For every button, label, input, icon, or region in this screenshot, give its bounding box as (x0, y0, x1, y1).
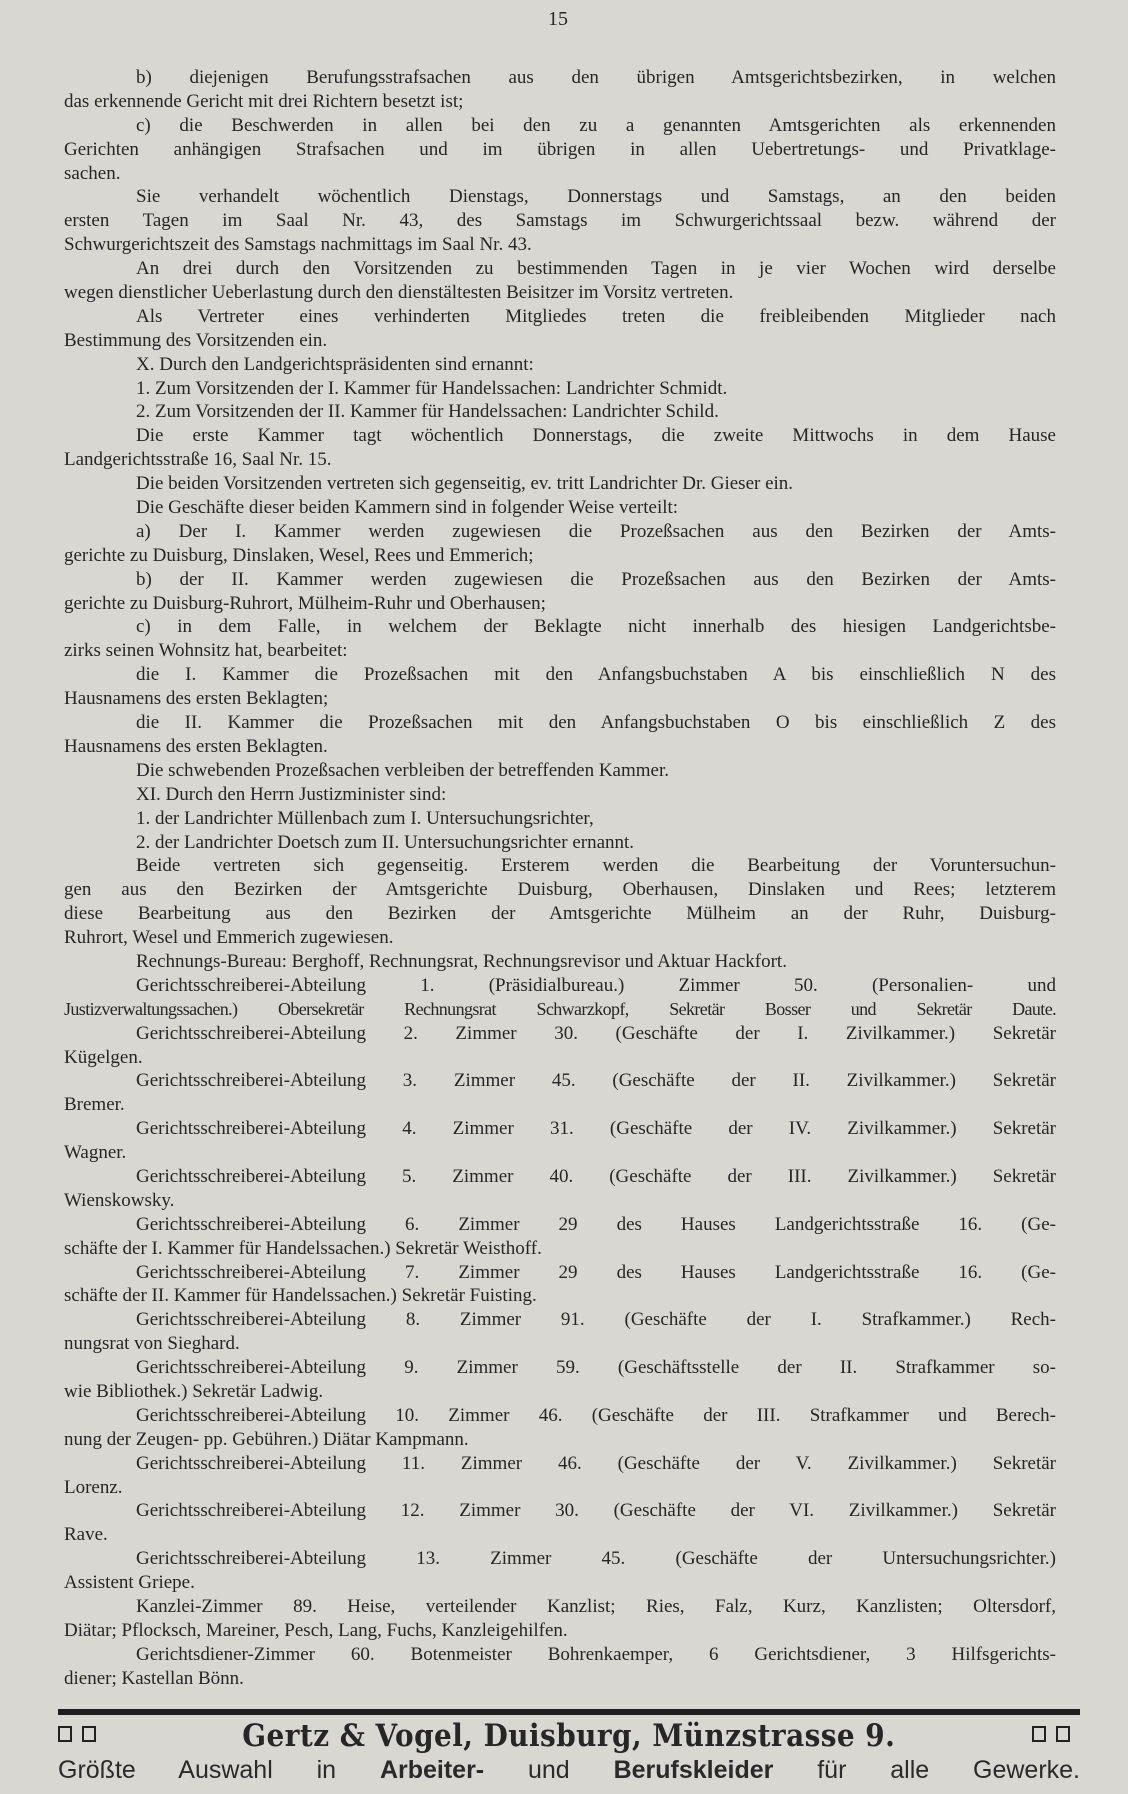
text-line: Beide vertreten sich gegenseitig. Ersterem werden die Bearbeitung der Voruntersuchun- (136, 855, 1056, 877)
tagline-part: für alle Gewerke. (817, 1756, 1080, 1784)
text-line: das erkennende Gericht mit drei Richtern besetzt ist; (64, 90, 464, 112)
text-line: Gerichtsschreiberei-Abteilung 2. Zimmer 30. (Geschäfte der I. Zivilkammer.) Sekretär (136, 1022, 1056, 1044)
square-ornament-left (58, 1726, 106, 1747)
text-line: Kanzlei-Zimmer 89. Heise, verteilender Kanzlist; Ries, Falz, Kurz, Kanzlisten; Oltersdorf, (136, 1596, 1056, 1617)
text-line: Gerichtsschreiberei-Abteilung 6. Zimmer 29 des Hauses Landgerichtsstraße 16. (Ge- (136, 1213, 1056, 1235)
separator-rule (58, 1709, 1080, 1715)
text-line: c) in dem Falle, in welchem der Beklagte nicht innerhalb des hiesigen Landgerichtsbe- (136, 616, 1056, 638)
text-line: b) diejenigen Berufungsstrafsachen aus den übrigen Amtsgerichtsbezirken, in welchen (136, 67, 1056, 88)
text-line: Gerichtsschreiberei-Abteilung 13. Zimmer 45. (Geschäfte der Untersuchungsrichter.) (136, 1548, 1056, 1570)
text-line: An drei durch den Vorsitzenden zu bestimmenden Tagen in je vier Wochen wird derselbe (136, 258, 1056, 280)
tagline-part: Größte Auswahl in (58, 1756, 337, 1784)
text-line: wie Bibliothek.) Sekretär Ladwig. (64, 1380, 324, 1402)
text-line: gerichte zu Duisburg-Ruhrort, Mülheim-Ruhr und Oberhausen; (64, 592, 546, 614)
text-line: c) die Beschwerden in allen bei den zu a genannten Amtsgerichten als erkennenden (136, 114, 1056, 136)
text-line: wegen dienstlicher Ueberlastung durch den dienstältesten Beisitzer im Vorsitz vertreten. (64, 282, 734, 304)
text-line: a) Der I. Kammer werden zugewiesen die Prozeßsachen aus den Bezirken der Amts- (136, 520, 1056, 542)
text-line: Die schwebenden Prozeßsachen verbleiben der betreffenden Kammer. (136, 759, 670, 781)
text-line: Landgerichtsstraße 16, Saal Nr. 15. (64, 449, 332, 471)
text-line: Assistent Griepe. (64, 1572, 195, 1594)
text-line: Gerichtsdiener-Zimmer 60. Botenmeister Bohrenkaemper, 6 Gerichtsdiener, 3 Hilfsgerichts- (136, 1643, 1056, 1665)
text-line: die I. Kammer die Prozeßsachen mit den Anfangsbuchstaben A bis einschließlich N des (136, 664, 1056, 686)
text-line: X. Durch den Landgerichtspräsidenten sind ernannt: (136, 353, 534, 375)
text-line: Wienskowsky. (64, 1189, 175, 1211)
text-line: Lorenz. (64, 1476, 123, 1498)
text-line: Hausnamens des ersten Beklagten; (64, 688, 329, 710)
text-line: Gerichten anhängigen Strafsachen und im übrigen in allen Uebertretungs- und Privatklage- (64, 138, 1056, 160)
text-line: Gerichtsschreiberei-Abteilung 5. Zimmer 40. (Geschäfte der III. Zivilkammer.) Sekretär (136, 1165, 1056, 1187)
text-line: Rechnungs-Bureau: Berghoff, Rechnungsrat, Rechnungsrevisor und Aktuar Hackfort. (136, 950, 787, 972)
text-line: Gerichtsschreiberei-Abteilung 3. Zimmer 45. (Geschäfte der II. Zivilkammer.) Sekretär (136, 1070, 1056, 1092)
text-line: ersten Tagen im Saal Nr. 43, des Samstags im Schwurgerichtssaal bezw. während der (64, 210, 1056, 232)
text-line: gerichte zu Duisburg, Dinslaken, Wesel, Rees und Emmerich; (64, 544, 534, 566)
square-ornament-right (1032, 1726, 1080, 1747)
text-line: Gerichtsschreiberei-Abteilung 12. Zimmer 30. (Geschäfte der VI. Zivilkammer.) Sekretär (136, 1500, 1056, 1522)
advertisement-tagline (58, 1756, 1080, 1785)
text-line: 2. Zum Vorsitzenden der II. Kammer für Handelssachen: Landrichter Schild. (136, 401, 719, 423)
text-line: schäfte der I. Kammer für Handelssachen.) Sekretär Weisthoff. (64, 1237, 542, 1259)
tagline-emphasis: Berufskleider (613, 1756, 774, 1784)
text-line: Sie verhandelt wöchentlich Dienstags, Donnerstags und Samstags, an den beiden (136, 186, 1056, 208)
text-line: Gerichtsschreiberei-Abteilung 11. Zimmer 46. (Geschäfte der V. Zivilkammer.) Sekretär (136, 1452, 1056, 1474)
text-line: 1. der Landrichter Müllenbach zum I. Untersuchungsrichter, (136, 807, 594, 829)
text-line: Hausnamens des ersten Beklagten. (64, 735, 328, 757)
text-line: Justizverwaltungssachen.) Obersekretär Rechnungsrat Schwarzkopf, Sekretär Bosser und Sekretär Daute. (64, 998, 1056, 1019)
text-line: Als Vertreter eines verhinderten Mitgliedes treten die freibleibenden Mitglieder nach (136, 305, 1056, 327)
text-line: Gerichtsschreiberei-Abteilung 10. Zimmer 46. (Geschäfte der III. Strafkammer und Berech- (136, 1404, 1056, 1426)
document-body (64, 66, 1056, 1691)
text-line: Wagner. (64, 1142, 127, 1164)
text-line: Schwurgerichtszeit des Samstags nachmittags im Saal Nr. 43. (64, 234, 532, 256)
text-line: Ruhrort, Wesel und Emmerich zugewiesen. (64, 927, 394, 949)
text-line: Die Geschäfte dieser beiden Kammern sind in folgender Weise verteilt: (136, 497, 679, 519)
text-line: 2. der Landrichter Doetsch zum II. Untersuchungsrichter ernannt. (136, 831, 635, 853)
text-line: Die beiden Vorsitzenden vertreten sich gegenseitig, ev. tritt Landrichter Dr. Gieser ein. (136, 473, 794, 495)
text-line: Diätar; Pflocksch, Mareiner, Pesch, Lang, Fuchs, Kanzleigehilfen. (64, 1619, 568, 1641)
text-line: Gerichtsschreiberei-Abteilung 7. Zimmer 29 des Hauses Landgerichtsstraße 16. (Ge- (136, 1261, 1056, 1283)
tagline-emphasis: Arbeiter- (379, 1756, 485, 1784)
text-line: Bestimmung des Vorsitzenden ein. (64, 329, 328, 351)
text-line: Rave. (64, 1524, 108, 1546)
text-line: b) der II. Kammer werden zugewiesen die Prozeßsachen aus den Bezirken der Amts- (136, 568, 1056, 590)
text-line: nungsrat von Sieghard. (64, 1333, 240, 1355)
text-line: Kügelgen. (64, 1046, 143, 1068)
text-line: 1. Zum Vorsitzenden der I. Kammer für Handelssachen: Landrichter Schmidt. (136, 377, 728, 399)
text-line: zirks seinen Wohnsitz hat, bearbeitet: (64, 640, 348, 662)
text-line: diener; Kastellan Bönn. (64, 1667, 244, 1689)
text-line: die II. Kammer die Prozeßsachen mit den Anfangsbuchstaben O bis einschließlich Z des (136, 712, 1056, 734)
text-line: Gerichtsschreiberei-Abteilung 1. (Präsidialbureau.) Zimmer 50. (Personalien- und (136, 974, 1056, 996)
tagline-part: und (527, 1756, 570, 1784)
text-line: schäfte der II. Kammer für Handelssachen.) Sekretär Fuisting. (64, 1285, 537, 1307)
advertisement-headline: Gertz & Vogel, Duisburg, Münzstrasse 9. (242, 1718, 896, 1754)
text-line: diese Bearbeitung aus den Bezirken der Amtsgerichte Mülheim an der Ruhr, Duisburg- (64, 903, 1056, 925)
text-line: nung der Zeugen- pp. Gebühren.) Diätar Kampmann. (64, 1428, 469, 1450)
text-line: Bremer. (64, 1094, 125, 1116)
page-number: 15 (548, 8, 568, 30)
text-line: Gerichtsschreiberei-Abteilung 9. Zimmer 59. (Geschäftsstelle der II. Strafkammer so- (136, 1357, 1056, 1379)
text-line: Die erste Kammer tagt wöchentlich Donnerstags, die zweite Mittwochs in dem Hause (136, 425, 1056, 447)
text-line: Gerichtsschreiberei-Abteilung 8. Zimmer 91. (Geschäfte der I. Strafkammer.) Rech- (136, 1309, 1056, 1331)
text-line: XI. Durch den Herrn Justizminister sind: (136, 783, 447, 805)
advertisement-headline-row (58, 1718, 1080, 1754)
text-line: gen aus den Bezirken der Amtsgerichte Duisburg, Oberhausen, Dinslaken und Rees; letzterem (64, 879, 1056, 901)
text-line: sachen. (64, 162, 121, 184)
text-line: Gerichtsschreiberei-Abteilung 4. Zimmer 31. (Geschäfte der IV. Zivilkammer.) Sekretär (136, 1118, 1056, 1140)
